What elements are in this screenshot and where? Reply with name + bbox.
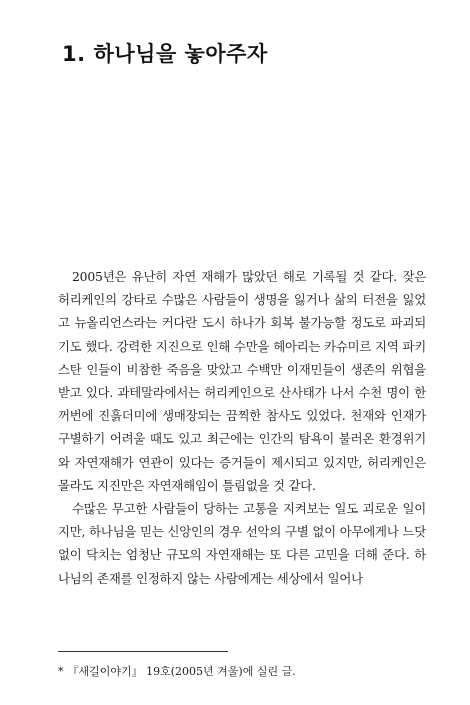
footnote bbox=[58, 664, 296, 679]
body-text bbox=[58, 265, 426, 590]
footnote-mark: * bbox=[58, 665, 64, 678]
paragraph-2: 수많은 무고한 사람들이 당하는 고통을 지켜보는 일도 괴로운 일이지만, 하나님을 믿는 신앙인의 경우 선악의 구별 없이 아무에게나 느닷없이 닥치는 엄청난 규모의 자연재해는 또 다른 고민을 더해 준다. 하나님의 존재를 인정하지 않는 사람에게는 세상에서 일어나 bbox=[58, 501, 426, 586]
footnote-text: 『새길이야기』 19호(2005년 겨울)에 실린 글. bbox=[67, 665, 296, 678]
chapter-number: 1. bbox=[62, 42, 86, 66]
chapter-title bbox=[62, 38, 268, 68]
chapter-title-text: 하나님을 놓아주자 bbox=[93, 42, 268, 66]
footnote-divider bbox=[58, 651, 228, 652]
paragraph-1: 2005년은 유난히 자연 재해가 많았던 해로 기록될 것 같다. 잦은 허리케인의 강타로 수많은 사람들이 생명을 잃거나 삶의 터전을 잃었고 뉴올리언스라는 커다란 도시 하나가 회복 불가능할 정도로 파괴되기도 했다. 강력한 지진으로 인해 수만을 헤아리는 카슈미르 지역 파키스탄 인들이 비참한 죽음을 맞았고 수백만 이재민들이 생존의 위협을 받고 있다. 과테말라에서는 허리케인으로 산사태가 나서 수천 명이 한꺼번에 진흙더미에 생매장되는 끔찍한 참사도 있었다. 천재와 인재가 구별하기 어려울 때도 있고 최근에는 인간의 탐욕이 불러온 환경위기와 자연재해가 연관이 있다는 증거들이 제시되고 있지만, 허리케인은 몰라도 지진만은 자연재해임이 틀림없을 것 같다. bbox=[58, 269, 426, 493]
